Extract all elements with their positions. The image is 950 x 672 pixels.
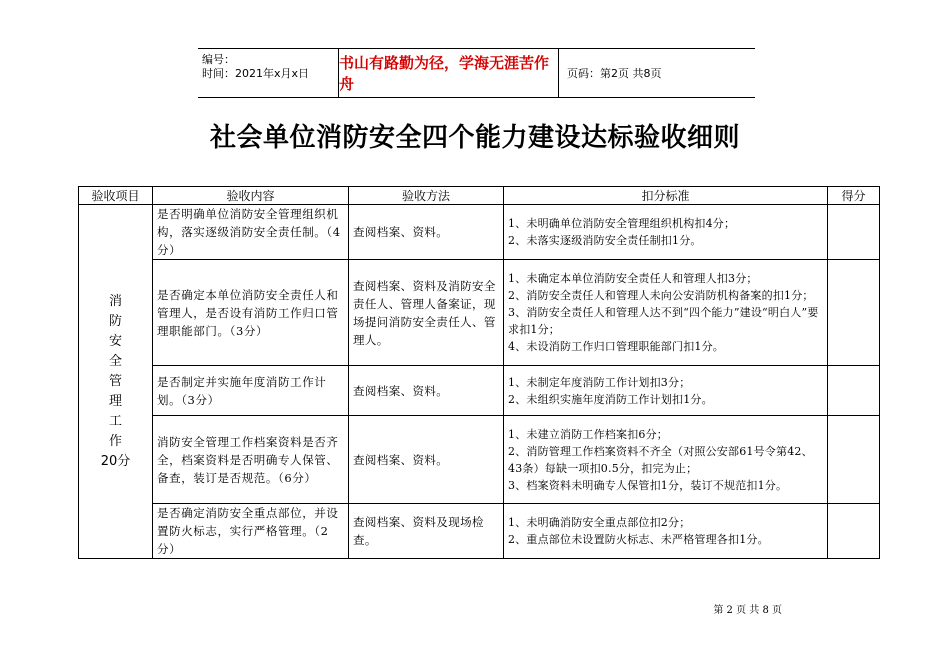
method-cell: 查阅档案、资料。 (349, 205, 504, 260)
acceptance-table (78, 186, 880, 559)
header-method: 验收方法 (349, 187, 504, 205)
number-label: 编号： (202, 53, 235, 66)
time-label: 时间：2021年x月x日 (202, 67, 310, 80)
section-cell (79, 205, 153, 559)
score-cell (828, 260, 880, 366)
header-score: 得分 (828, 187, 880, 205)
standard-line: 2、消防管理工作档案资料不齐全（对照公安部61号令第42、43条）每缺一项扣0.5分，扣完为止； (508, 444, 813, 475)
score-cell (828, 504, 880, 559)
standard-cell (504, 260, 828, 366)
section-char: 消 (108, 293, 122, 309)
content-cell: 是否确定消防安全重点部位，并设置防火标志，实行严格管理。（2分） (153, 504, 349, 559)
header-standard: 扣分标准 (504, 187, 828, 205)
method-cell: 查阅档案、资料。 (349, 416, 504, 504)
header-item: 验收项目 (79, 187, 153, 205)
standard-line: 3、档案资料未明确专人保管扣1分，装订不规范扣1分。 (508, 478, 788, 492)
section-char: 安 (108, 333, 122, 349)
content-cell: 是否制定并实施年度消防工作计划。（3分） (153, 366, 349, 416)
section-char: 理 (108, 393, 122, 409)
content-cell: 消防安全管理工作档案资料是否齐全，档案资料是否明确专人保管、备查，装订是否规范。（6分） (153, 416, 349, 504)
document-title: 社会单位消防安全四个能力建设达标验收细则 (209, 123, 740, 153)
standard-line: 2、重点部位未设置防火标志、未严格管理各扣1分。 (508, 533, 769, 546)
score-cell (828, 416, 880, 504)
standard-line: 2、未落实逐级消防安全责任制扣1分。 (508, 234, 702, 247)
standard-line: 1、未明确消防安全重点部位扣2分； (508, 516, 691, 529)
header-page-label: 页码：第2页 共8页 (567, 67, 662, 80)
standard-line: 1、未明确单位消防安全管理组织机构扣4分； (508, 217, 736, 230)
content-cell: 是否确定本单位消防安全责任人和管理人，是否设有消防工作归口管理职能部门。（3分） (153, 260, 349, 366)
score-cell (828, 205, 880, 260)
standard-line: 1、未制定年度消防工作计划扣3分； (508, 375, 691, 389)
standard-line: 2、未组织实施年度消防工作计划扣1分。 (508, 392, 713, 406)
section-char: 管 (108, 373, 122, 389)
header-motto: 书山有路勤为径，学海无涯苦作舟 (338, 49, 559, 97)
content-cell: 是否明确单位消防安全管理组织机构，落实逐级消防安全责任制。（4分） (153, 205, 349, 260)
table-header-row (79, 187, 880, 205)
standard-line: 1、未建立消防工作档案扣6分； (508, 427, 668, 441)
score-cell (828, 366, 880, 416)
table-row (79, 504, 880, 559)
section-char: 全 (108, 353, 122, 369)
standard-line: 3、消防安全责任人和管理人达不到“四个能力”建设“明白人”要求扣1分； (508, 306, 819, 336)
table-row (79, 260, 880, 366)
method-cell: 查阅档案、资料。 (349, 366, 504, 416)
page-footer: 第 2 页 共 8 页 (713, 605, 782, 616)
standard-cell (504, 366, 828, 416)
section-char: 工 (108, 413, 122, 429)
table-row (79, 205, 880, 260)
header-content: 验收内容 (153, 187, 349, 205)
section-score: 20分 (100, 453, 131, 469)
header-meta (198, 49, 338, 97)
standard-cell (504, 205, 828, 260)
table-row (79, 416, 880, 504)
standard-cell (504, 416, 828, 504)
standard-line: 2、消防安全责任人和管理人未向公安消防机构备案的扣1分； (508, 289, 814, 302)
method-cell: 查阅档案、资料及现场检查。 (349, 504, 504, 559)
method-cell: 查阅档案、资料及消防安全责任人、管理人备案证，现场提问消防安全责任人、管理人。 (349, 260, 504, 366)
standard-line: 4、未设消防工作归口管理职能部门扣1分。 (508, 340, 724, 353)
document-header (198, 48, 755, 98)
table-row (79, 366, 880, 416)
section-char: 作 (108, 433, 122, 449)
standard-line: 1、未确定本单位消防安全责任人和管理人扣3分； (508, 272, 758, 285)
section-char: 防 (108, 313, 122, 329)
standard-cell (504, 504, 828, 559)
